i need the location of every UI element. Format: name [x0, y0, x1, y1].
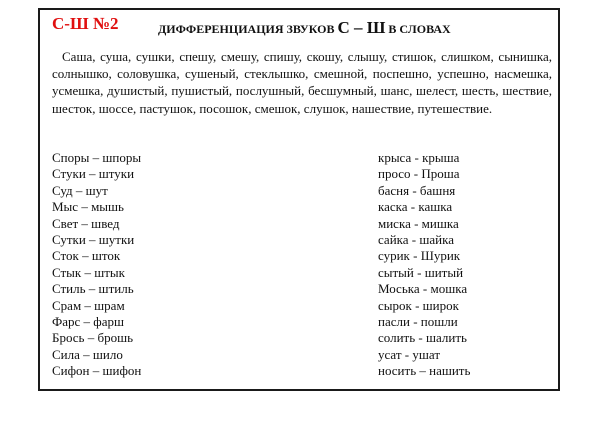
- word-pair: солить - шалить: [378, 330, 467, 346]
- word-pair: Стуки – штуки: [52, 166, 135, 182]
- word-pair: Моська - мошка: [378, 281, 468, 297]
- word-pair: Суд – шут: [52, 182, 108, 198]
- worksheet-header: [40, 10, 558, 40]
- word-pair: Брось – брошь: [52, 330, 134, 346]
- word-pair: Споры – шпоры: [52, 150, 142, 165]
- word-pair: Срам – шрам: [52, 297, 125, 313]
- word-pair: сырок - широк: [378, 297, 459, 313]
- word-pair: Сутки – шутки: [52, 231, 135, 247]
- word-pair: каска - кашка: [378, 199, 453, 215]
- word-pair: Фарс – фарш: [52, 313, 125, 329]
- worksheet-code: С-Ш №2: [52, 14, 119, 33]
- word-pair: усат - ушат: [378, 346, 440, 362]
- word-pair: Мыс – мышь: [52, 199, 124, 215]
- word-list-paragraph: Саша, суша, сушки, спешу, смешу, спишу, скошу, слышу, стишок, слишком, сынишка, солнышко, соловушка, сушеный, стеклышко, смешной, поспешно, успешно, насмешка, усмешка, душистый, пушистый, послушный, бесшумный, шанс, шелест, шесть, шествие, шесток, шоссе, пастушок, посошок, смешок, слушок, нашествие, путешествие.: [52, 49, 552, 116]
- word-pair: Свет – швед: [52, 215, 120, 231]
- right-pairs-column: [378, 150, 470, 379]
- word-pair: миска - мишка: [378, 215, 459, 231]
- word-pair: Сифон – шифон: [52, 363, 142, 379]
- word-pair: носить – нашить: [378, 363, 471, 379]
- word-pair: сытый - шитый: [378, 264, 464, 280]
- word-pair: Сила – шило: [52, 346, 123, 362]
- title-suffix: В СЛОВАХ: [385, 22, 451, 36]
- word-pair: басня - башня: [378, 182, 456, 198]
- word-pair: сурик - Шурик: [378, 248, 461, 264]
- worksheet-title: [158, 18, 451, 38]
- word-pair: сайка - шайка: [378, 231, 455, 247]
- left-pairs-column: [52, 150, 141, 379]
- word-pair: крыса - крыша: [378, 150, 460, 165]
- word-pair: пасли - пошли: [378, 313, 458, 329]
- title-sounds: С – Ш: [337, 18, 386, 37]
- word-pair: Сток – шток: [52, 248, 121, 264]
- title-prefix: ДИФФЕРЕНЦИАЦИЯ ЗВУКОВ: [158, 22, 338, 36]
- word-pair: Стык – штык: [52, 264, 125, 280]
- worksheet-card: [38, 8, 560, 391]
- word-pair: Стиль – штиль: [52, 281, 134, 297]
- word-pair: просо - Проша: [378, 166, 460, 182]
